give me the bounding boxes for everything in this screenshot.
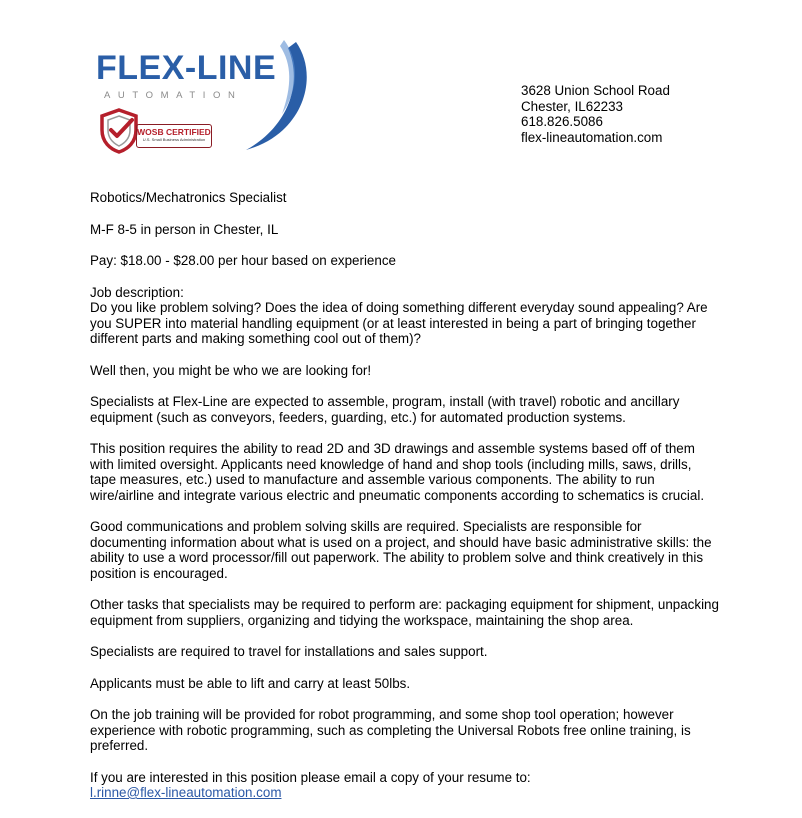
travel-paragraph: Specialists are required to travel for installations and sales support.: [90, 644, 488, 659]
description-heading: Job description:: [90, 284, 184, 300]
assemble-paragraph: Specialists at Flex-Line are expected to assemble, program, install (with travel) robotic and ancillary equipment (such as conveyors, feeders, guarding, etc.) for automated production systems.: [90, 394, 680, 425]
logo-subtitle: AUTOMATION: [104, 90, 243, 101]
logo-title: FLEX-LINE: [96, 49, 277, 87]
company-address: [521, 83, 781, 145]
job-posting-body: [90, 190, 720, 817]
other-tasks-paragraph: Other tasks that specialists may be required to perform are: packaging equipment for shipment, unpacking equipment from suppliers, organizing and tidying the workspace, maintaining the shop area.: [90, 597, 719, 628]
job-pay: Pay: $18.00 - $28.00 per hour based on experience: [90, 253, 396, 268]
requirements-paragraph: This position requires the ability to read 2D and 3D drawings and assemble systems based off of them with limited oversight. Applicants need knowledge of hand and shop tools (including mills, saws, drills, tape measures, etc.) used to manufacture and assemble various components. The ability to run wire/airline and integrate various electric and pneumatic components according to schematics is crucial.: [90, 441, 705, 503]
badge-title: WOSB CERTIFIED: [137, 127, 211, 137]
training-paragraph: On the job training will be provided for robot programming, and some shop tool operation; however experience with robotic programming, such as completing the Universal Robots free online training, is preferred.: [90, 707, 691, 753]
job-title: Robotics/Mechatronics Specialist: [90, 190, 287, 205]
apply-paragraph: [90, 770, 720, 801]
job-description: [90, 285, 720, 347]
shield-check-icon: [99, 108, 139, 154]
job-schedule: M-F 8-5 in person in Chester, IL: [90, 221, 279, 237]
address-website: flex-lineautomation.com: [521, 129, 663, 145]
communication-paragraph: Good communications and problem solving skills are required. Specialists are responsible for documenting information about what is used on a project, and should have basic administrative skills: the ability to use a word processor/fill out paperwork. The ability to problem solve and think creatively in this position is encouraged.: [90, 519, 712, 581]
address-street: 3628 Union School Road: [521, 83, 670, 98]
address-phone: 618.826.5086: [521, 114, 603, 129]
company-logo: [96, 36, 316, 156]
address-city: Chester, IL62233: [521, 98, 623, 114]
apply-text: If you are interested in this position please email a copy of your resume to:: [90, 769, 531, 785]
hook-paragraph: Well then, you might be who we are looking for!: [90, 362, 372, 378]
contact-email-link[interactable]: l.rinne@flex-lineautomation.com: [90, 785, 282, 800]
lift-paragraph: Applicants must be able to lift and carry at least 50lbs.: [90, 675, 411, 691]
badge-note: U.S. Small Business Administration: [142, 137, 206, 142]
description-intro: Do you like problem solving? Does the idea of doing something different everyday sound appealing? Are you SUPER into material handling equipment (or at least interested in being a part of bringing together different parts and making something cool out of them)?: [90, 300, 708, 346]
wosb-badge: [136, 124, 212, 148]
